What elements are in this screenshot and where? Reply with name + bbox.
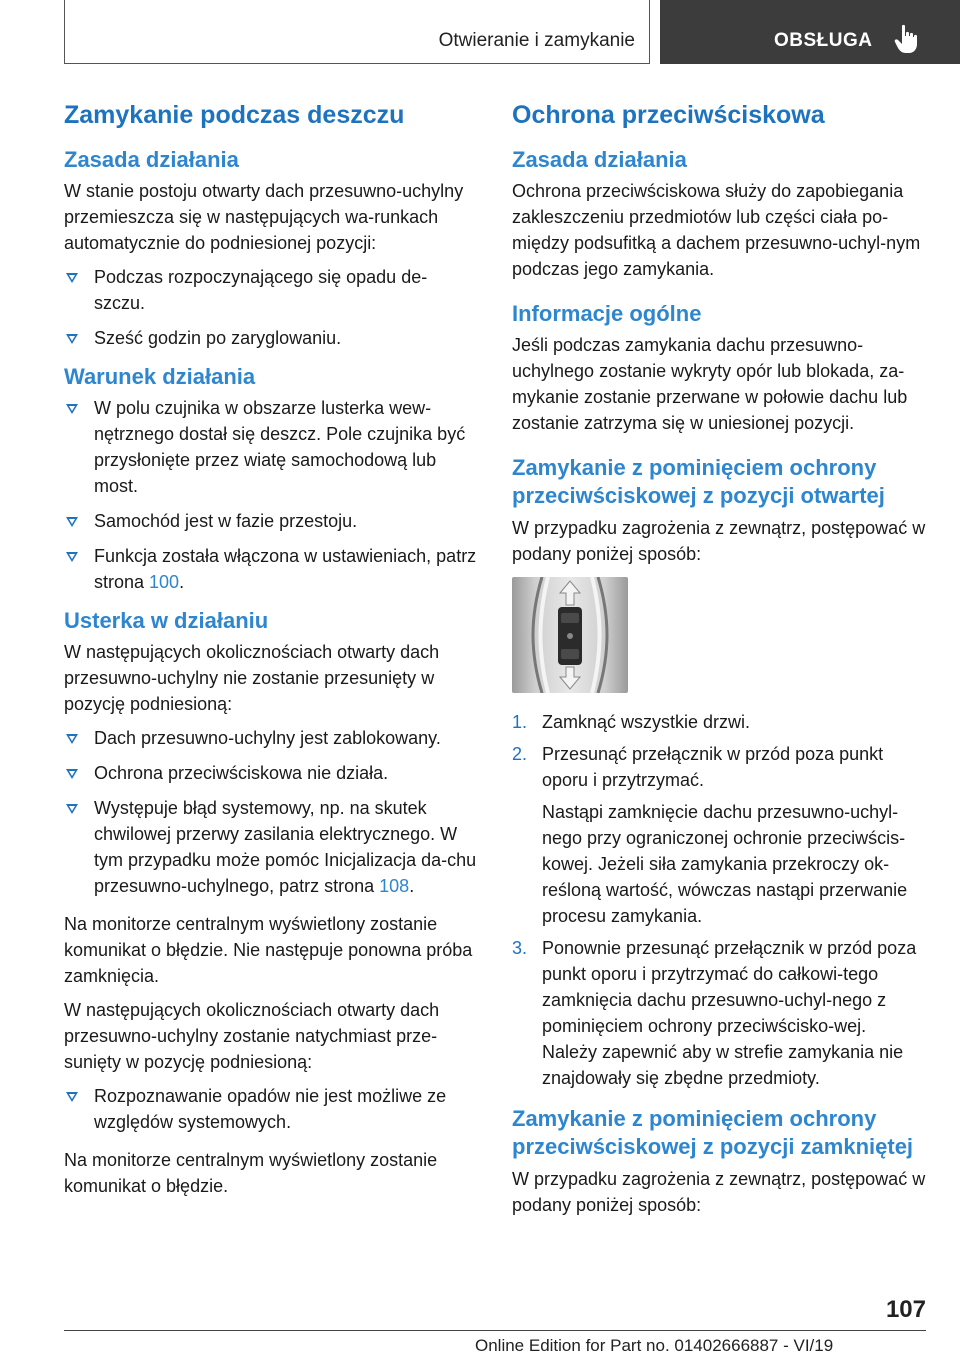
list-item: 2. Przesunąć przełącznik w przód poza punkt oporu i przytrzymać. Nastąpi zamknięcie dachu przesuwno-uchyl-nego przy ograniczonej ochronie przeciwścis-kowej. Jeżeli siła zamykania przekroczy ok-reśloną wartość, wówczas nastąpi przerwanie procesu zamykania. [512,741,926,929]
condition-bullet-list [64,395,478,595]
malfunction-intro-2: W następujących okolicznościach otwarty dach przesuwno-uchylny zostanie natychmiast prze-sunięty w pozycję podniesioną: [64,1000,440,1072]
list-item: Sześć godzin po zaryglowaniu. [64,325,478,351]
triangle-bullet-icon [66,517,78,527]
anti-trap-principle-text: Ochrona przeciwściskowa służy do zapobiegania zakleszczeniu przedmiotów lub części ciała po-między podsufitką a dachem przesuwno-uchyl-nym podczas jego zamykania. [512,181,921,279]
malfunction-intro: W następujących okolicznościach otwarty dach przesuwno-uchylny nie zostanie przesunięty w pozycję podniesioną: [64,642,440,714]
triangle-bullet-icon [66,404,78,414]
list-item: Występuje błąd systemowy, np. na skutek chwilowej przerwy zasilania elektrycznego. W tym przypadku może pomóc Inicjalizacja da-chu przesuwno-uchylnego, patrz strona 108. [64,795,478,899]
list-item: Podczas rozpoczynającego się opadu de-szczu. [64,264,478,316]
page-link-108[interactable]: 108 [379,876,410,896]
left-column [64,100,478,1207]
section-title-anti-trap: Ochrona przeciwściskowa [512,101,825,129]
triangle-bullet-icon [66,273,78,283]
hand-pointer-icon [894,24,920,54]
triangle-bullet-icon [66,734,78,744]
heading-principle: Zasada działania [64,147,239,172]
section-title-rain-closing: Zamykanie podczas deszczu [64,101,405,129]
roof-switch-image [512,577,628,693]
right-column [512,100,926,1226]
list-item: Ochrona przeciwściskowa nie działa. [64,760,478,786]
list-item: Samochód jest w fazie przestoju. [64,508,478,534]
step-note: Nastąpi zamknięcie dachu przesuwno-uchyl-nego przy ograniczonej ochronie przeciwścis-kowej. Jeżeli siła zamykania przekroczy ok-reśloną wartość, wówczas nastąpi przerwanie procesu zamykania. [542,802,908,926]
heading-principle: Zasada działania [512,147,687,172]
page-link-100[interactable]: 100 [149,572,180,592]
step-number: 2. [512,744,528,764]
header-section-title: Otwieranie i zamykanie [438,30,635,51]
triangle-bullet-icon [66,334,78,344]
triangle-bullet-icon [66,804,78,814]
malfunction-message-1: Na monitorze centralnym wyświetlony zostanie komunikat o błędzie. Nie następuje ponowna próba zamknięcia. [64,914,473,986]
footer-divider [64,1330,926,1331]
triangle-bullet-icon [66,769,78,779]
malfunction-bullet-list-2 [64,1083,478,1135]
principle-bullet-list [64,264,478,351]
list-item: W polu czujnika w obszarze lusterka wew-nętrznego dostał się deszcz. Pole czujnika być przysłonięte przez wiatę samochodową lub most. [64,395,478,499]
closing-steps-list [512,709,926,1091]
header-chapter-label: OBSŁUGA [774,30,873,51]
closing-from-open-text: W przypadku zagrożenia z zewnątrz, postępować w podany poniżej sposób: [512,518,926,564]
header-section-box [64,0,650,64]
footer-edition: Online Edition for Part no. 01402666887 - VI/19 [475,1336,834,1355]
heading-closing-from-closed: Zamykanie z pominięciem ochrony przeciwściskowej z pozycji zamkniętej [512,1106,914,1159]
list-item: Dach przesuwno-uchylny jest zablokowany. [64,725,478,751]
list-item: 3. Ponownie przesunąć przełącznik w przód poza punkt oporu i przytrzymać do całkowi-tego zamknięcia dachu przesuwno-uchyl-nego z pominięciem ochrony przeciwścisko-wej. Należy zapewnić aby w strefie zamykania nie znajdowały się zbędne przedmioty. [512,935,926,1091]
malfunction-message-2: Na monitorze centralnym wyświetlony zostanie komunikat o błędzie. [64,1150,438,1196]
heading-general-info: Informacje ogólne [512,301,702,326]
page-number: 107 [885,1296,926,1323]
roof-switch-illustration [512,577,628,693]
heading-malfunction: Usterka w działaniu [64,608,269,633]
step-number: 1. [512,712,528,732]
triangle-bullet-icon [66,1092,78,1102]
heading-condition: Warunek działania [64,364,256,389]
triangle-bullet-icon [66,552,78,562]
heading-closing-from-open: Zamykanie z pominięciem ochrony przeciwściskowej z pozycji otwartej [512,455,885,508]
step-number: 3. [512,938,528,958]
closing-from-closed-text: W przypadku zagrożenia z zewnątrz, postępować w podany poniżej sposób: [512,1169,926,1215]
list-item: Funkcja została włączona w ustawieniach, patrz strona 100. [64,543,478,595]
general-info-text: Jeśli podczas zamykania dachu przesuwno-uchylnego zostanie wykryty opór lub blokada, za-mykanie zostanie przerwane w połowie dachu lub zostanie zatrzyma się w uniesionej pozycji. [512,335,908,433]
principle-text: W stanie postoju otwarty dach przesuwno-uchylny przemieszcza się w następujących wa-runkach automatycznie do podniesionej pozycji: [64,181,464,253]
malfunction-bullet-list [64,725,478,899]
list-item: Rozpoznawanie opadów nie jest możliwe ze względów systemowych. [64,1083,478,1135]
list-item: 1. Zamknąć wszystkie drzwi. [512,709,926,735]
header-chapter-tab [660,0,960,64]
